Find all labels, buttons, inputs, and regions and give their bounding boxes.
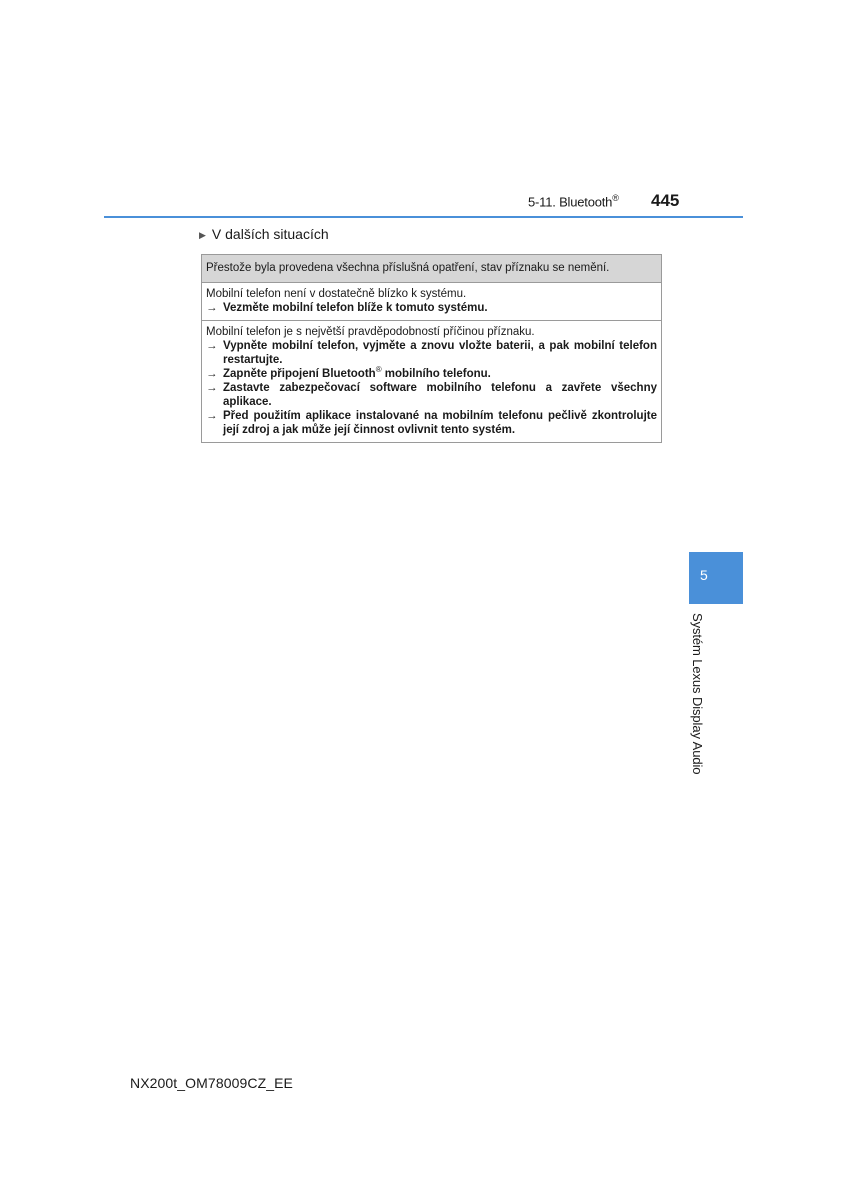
step-text: Před použitím aplikace instalované na mobilním telefonu pečlivě zkontrolujte její zdroj a jak může její činnost ovlivnit tento systém.: [223, 410, 657, 436]
arrow-right-icon: →: [206, 410, 218, 422]
step-text: Vezměte mobilní telefon blíže k tomuto systému.: [223, 302, 488, 314]
document-code: NX200t_OM78009CZ_EE: [130, 1075, 293, 1091]
step-item: [206, 301, 657, 315]
step-text: Vypněte mobilní telefon, vyjměte a znovu vložte baterii, a pak mobilní telefon restartujte.: [223, 340, 657, 366]
chapter-tab: [689, 552, 743, 604]
troubleshooting-table: [201, 254, 662, 443]
chapter-label: Systém Lexus Display Audio: [690, 613, 705, 775]
step-text: Zastavte zabezpečovací software mobilního telefonu a zavřete všechny aplikace.: [223, 382, 657, 408]
table-row: [202, 282, 661, 320]
subheading: [199, 226, 329, 242]
page-number: 445: [651, 191, 680, 210]
table-row: [202, 320, 661, 442]
cause-text: Mobilní telefon není v dostatečně blízko k systému.: [206, 288, 467, 300]
arrow-right-icon: →: [206, 302, 218, 314]
step-item: [206, 381, 657, 409]
step-item: [206, 339, 657, 367]
chapter-number: 5: [700, 567, 708, 583]
step-item: [206, 409, 657, 437]
arrow-right-icon: →: [206, 340, 218, 352]
step-item: [206, 367, 657, 381]
step-text: Zapněte připojení Bluetooth® mobilního telefonu.: [223, 365, 491, 380]
arrow-right-icon: →: [206, 382, 218, 394]
header-rule: [104, 216, 743, 218]
arrow-right-icon: →: [206, 368, 218, 380]
table-header: Přestože byla provedena všechna příslušná opatření, stav příznaku se nemění.: [202, 255, 661, 282]
cause-text: Mobilní telefon je s největší pravděpodobností příčinou příznaku.: [206, 326, 535, 338]
triangle-right-icon: ▶: [199, 230, 206, 240]
subheading-text: V dalších situacích: [211, 226, 329, 242]
section-title: 5-11. Bluetooth®: [528, 193, 619, 210]
